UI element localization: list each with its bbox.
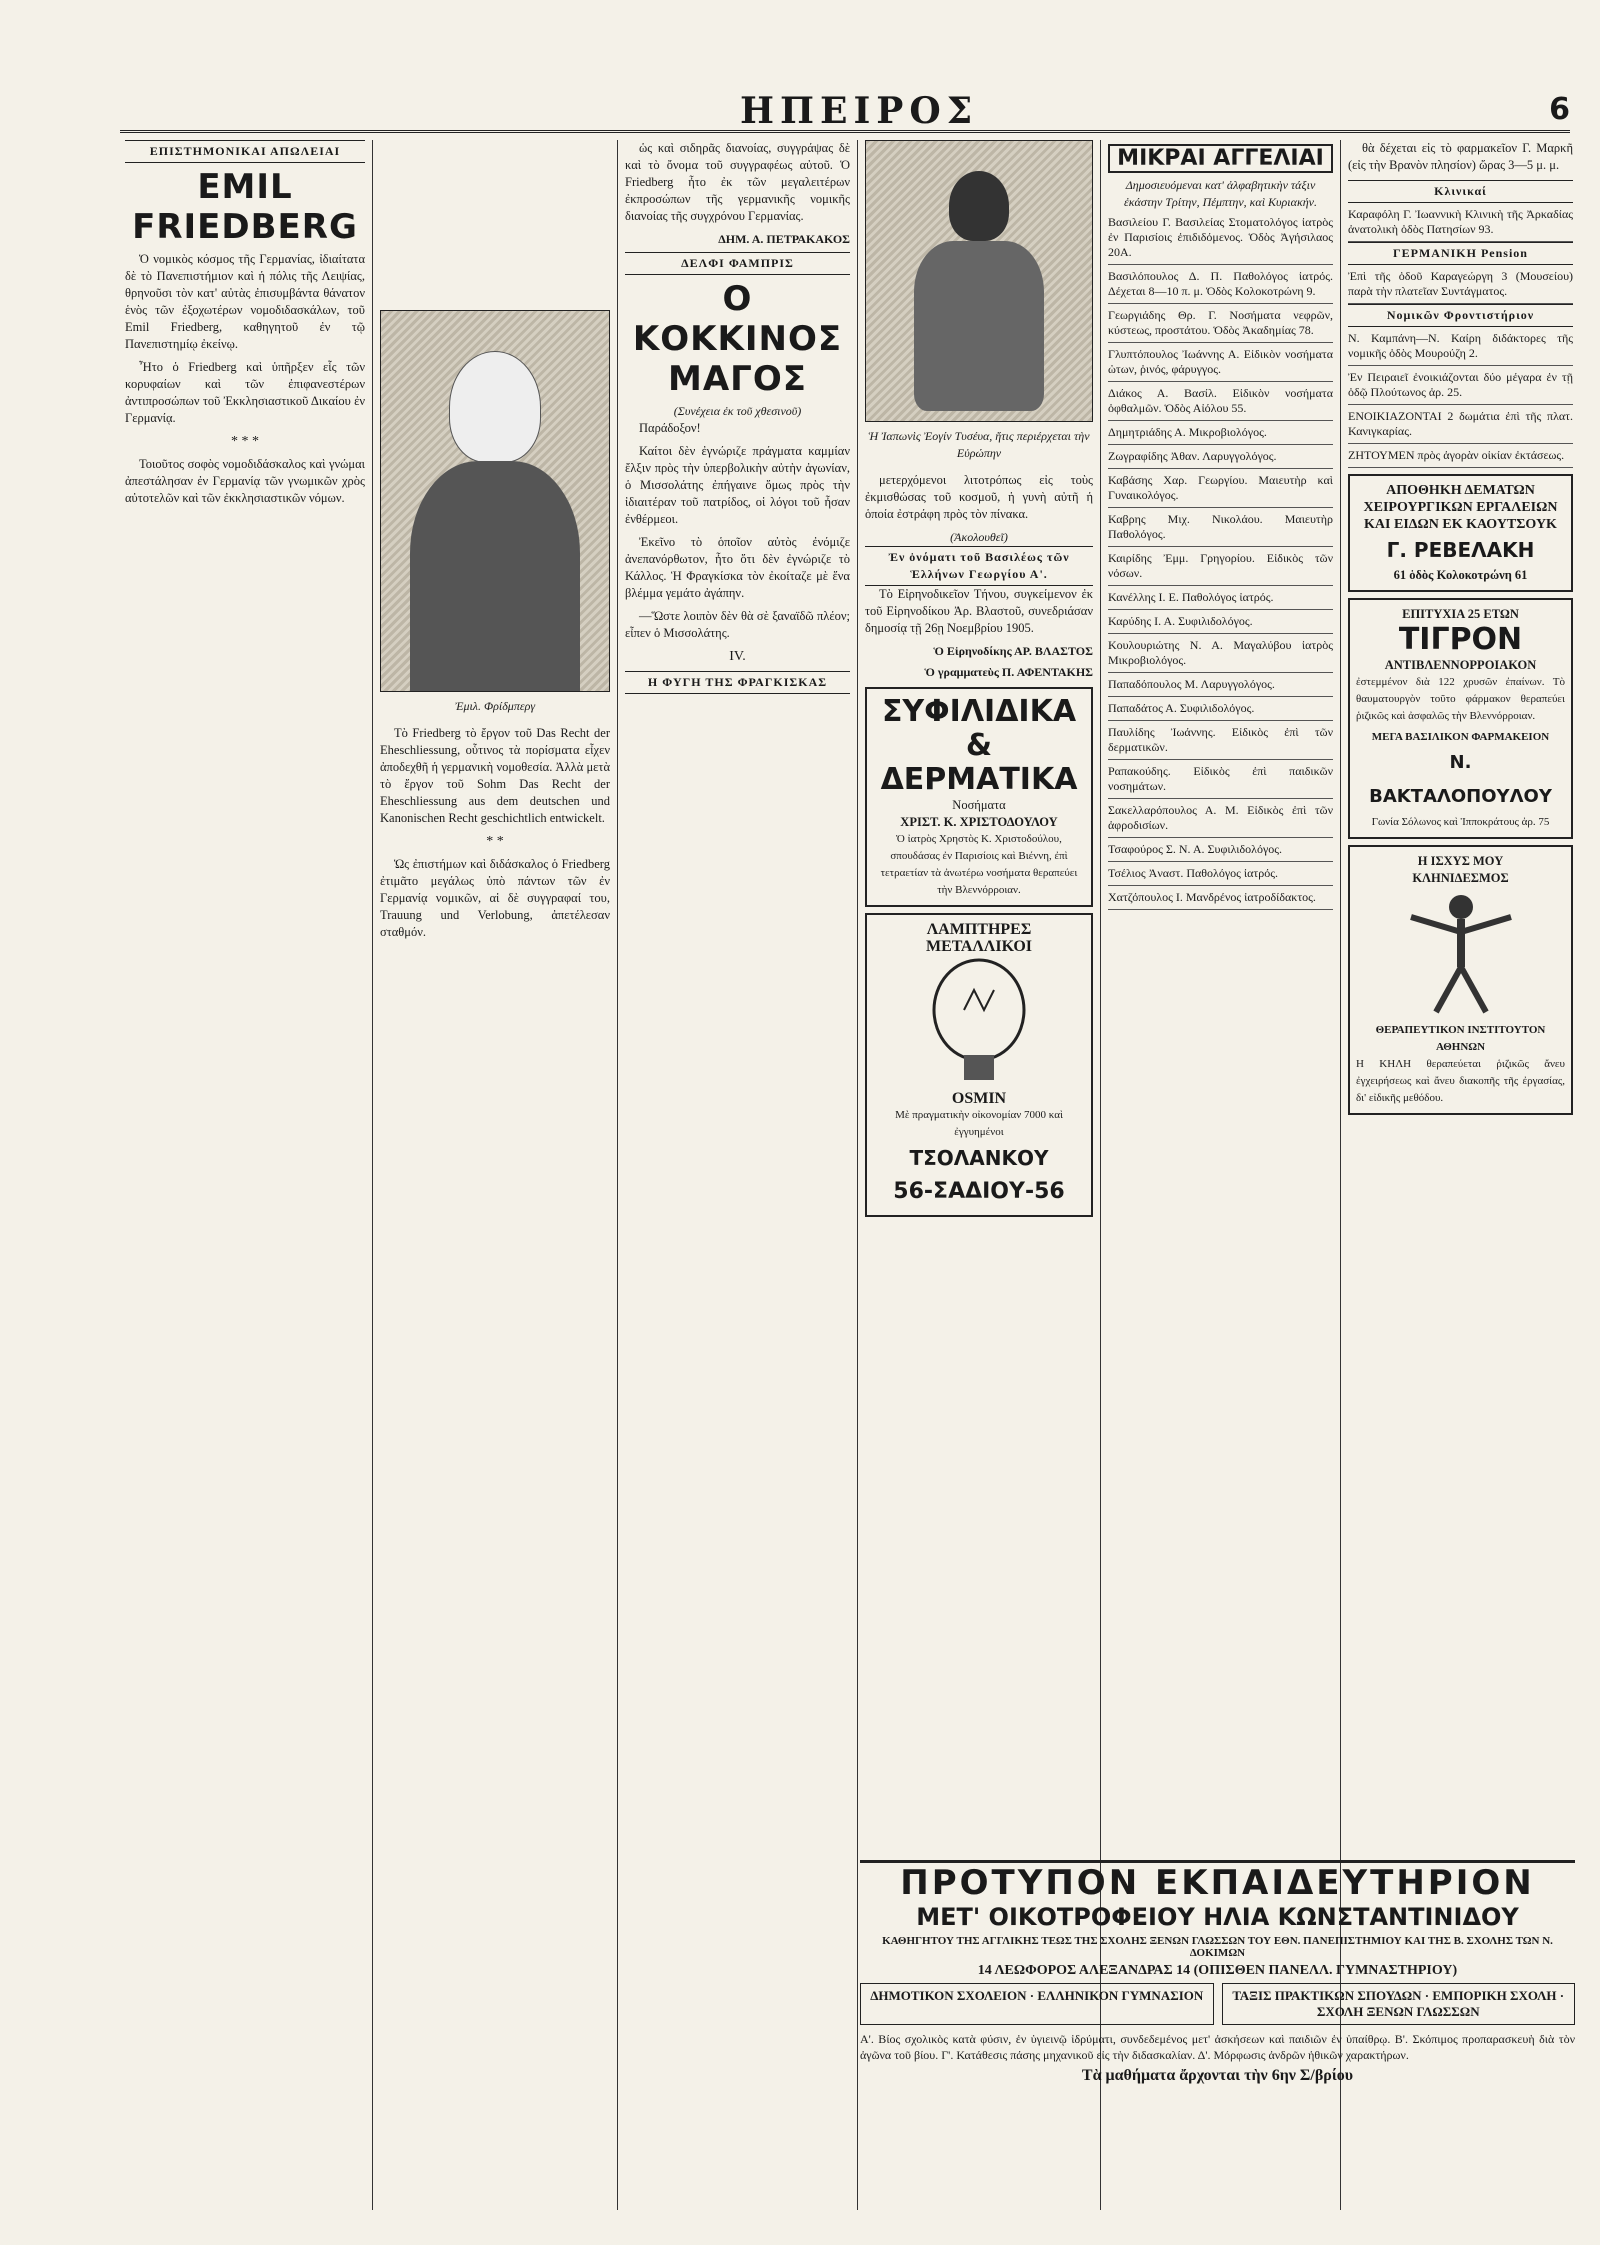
- tigron-title: ΤΙΓΡΟΝ: [1398, 622, 1523, 657]
- notice-signature: Ὁ γραμματεὺς Π. ΑΦΕΝΤΑΚΗΣ: [924, 665, 1093, 679]
- school-advertisement: [860, 1860, 1575, 2203]
- tigron-subtitle: ΑΝΤΙΒΛΕΝΝΟΡΡΟΙΑΚΟΝ: [1384, 658, 1537, 672]
- column-right-ads: [1348, 140, 1573, 1840]
- small-ad-entry: Σακελλαρόπουλος Α. Μ. Εἰδικὸς ἐπὶ τῶν ἀφροδισίων.: [1108, 799, 1333, 838]
- article-paragraph: μετερχόμενοι λιτοτρόπως εἰς τοὺς ἐκμισθώσας τοῦ κοσμοῦ, ἡ γυνὴ αὐτῆ ἡ ὁποία ἐστράφη πρὸς τὸν πίνακα.: [865, 473, 1093, 521]
- small-ad-entry: Τσαφούρος Σ. Ν. Α. Συφιλιδολόγος.: [1108, 838, 1333, 862]
- rent-ad: ΕΝΟΙΚΙΑΖΟΝΤΑΙ 2 δωμάτια ἐπὶ τῆς πλατ. Κανιγκαρίας.: [1348, 405, 1573, 444]
- small-ads-list: [1108, 211, 1333, 910]
- hernia-ad: [1348, 845, 1573, 1115]
- section-kicker: ΕΠΙΣΤΗΜΟΝΙΚΑΙ ΑΠΩΛΕΙΑΙ: [125, 140, 365, 163]
- small-ad-entry: Καβάσης Χαρ. Γεωργίου. Μαιευτὴρ καὶ Γυναικολόγος.: [1108, 469, 1333, 508]
- serial-paragraph: Καίτοι δὲν ἐγνώριζε πράγματα καμμίαν ἔλξιν πρὸς τὴν ὑπερβολικὴν αὐτὴν ἀγωνίαν, ὁ Μισσολάτης ἐπήγαινε ὅμως πρὸς τὴν ἰδιαιτέραν τοῦ πατρίδος, οἱ λόγοι τοῦ ἦσαν ἐνθέρμεοι.: [625, 444, 850, 526]
- tutoring-ad: Ν. Καμπάνη—Ν. Καίρη διδάκτορες τῆς νομικῆς ὁδὸς Μουρούζη 2.: [1348, 327, 1573, 366]
- serial-author: ΔΕΛΦΙ ΦΑΜΠΡΙΣ: [625, 252, 850, 275]
- warehouse-owner: Γ. ΡΕΒΕΛΑΚΗ: [1386, 538, 1535, 562]
- article-paragraph: Τοιοῦτος σοφὸς νομοδιδάσκαλος καὶ γνώμαι ἀπεστάλησαν ἐν Γερμανίᾳ τῶν γνωμικῶν χρὸς αὐτοτελῶν καὶ τῶν ἐκκλησιαστικῶν νόμων.: [125, 457, 365, 505]
- lamp-text: Μὲ πραγματικὴν οἰκονομίαν 7000 καὶ ἐγγυημένοι: [895, 1109, 1063, 1138]
- serial-paragraph: —Ὥστε λοιπὸν δὲν θὰ σὲ ξαναϊδῶ πλέον; εἶπεν ὁ Μισσολάτης.: [625, 609, 850, 640]
- small-ad-entry: Καρύδης Ι. Α. Συφιλιδολόγος.: [1108, 610, 1333, 634]
- small-ad-entry: Βασιλόπουλος Δ. Π. Παθολόγος ἰατρός. Δέχεται 8—10 π. μ. Ὁδὸς Κολοκοτρώνη 9.: [1108, 265, 1333, 304]
- court-notice: Τὸ Εἰρηνοδικεῖον Τήνου, συγκείμενον ἐκ τοῦ Εἰρηνοδίκου Ἀρ. Βλαστοῦ, συνεδριάσαν δημοσίᾳ τῇ 26ῃ Νοεμβρίου 1905.: [865, 587, 1093, 635]
- school-title: ΠΡΟΤΥΠΟΝ ΕΚΠΑΙΔΕΥΤΗΡΙΟΝ: [900, 1863, 1535, 1903]
- friedberg-portrait: [380, 310, 610, 692]
- section-divider: * * *: [231, 434, 259, 449]
- small-ad-entry: Παυλίδης Ἰωάννης. Εἰδικὸς ἐπὶ τῶν δερματικῶν.: [1108, 721, 1333, 760]
- small-ad-entry: Κουλουριώτης Ν. Α. Μαγαλύβου ἰατρὸς Μικροβιολόγος.: [1108, 634, 1333, 673]
- column-small-ads: [1108, 140, 1333, 1840]
- piraeus-ad: Ἐν Πειραιεῖ ἐνοικιάζονται δύο μέγαρα ἐν τῇ ὁδῷ Πλούτωνος ἀρ. 25.: [1348, 366, 1573, 405]
- pharmacy-name: ΜΕΓΑ ΒΑΣΙΛΙΚΟΝ ΦΑΡΜΑΚΕΙΟΝ: [1371, 731, 1550, 743]
- small-ad-entry: Παπαδόπουλος Μ. Λαρυγγολόγος.: [1108, 673, 1333, 697]
- small-ad-entry: Χατζόπουλος Ι. Μανδρένος ἰατροδίδακτος.: [1108, 886, 1333, 910]
- syphilis-ad: [865, 687, 1093, 907]
- small-ad-entry: Γλυπτόπουλος Ἰωάννης Α. Εἰδικὸν νοσήματα ὠτων, ῥινός, φάρυγγος.: [1108, 343, 1333, 382]
- newspaper-title: ΗΠΕΙΡΟΣ: [740, 90, 979, 132]
- school-start-date: Τὰ μαθήματα ἄρχονται τὴν 6ην Σ/βρίου: [1081, 2067, 1354, 2084]
- clinic-ad: Καραφόλη Γ. Ἰωαννικὴ Κλινικὴ τῆς Ἀρκαδίας ἀνατολικὴ ὁδὸς Πατησίων 93.: [1348, 203, 1573, 242]
- small-ad-entry: Διάκος Α. Βασίλ. Εἰδικὸν νοσήματα ὀφθαλμῶν. Ὁδὸς Αἰόλου 55.: [1108, 382, 1333, 421]
- photo-kimono: [914, 241, 1044, 411]
- pension-heading: ΓΕΡΜΑΝΙΚΗ Pension: [1348, 242, 1573, 265]
- school-address: 14 ΛΕΩΦΟΡΟΣ ΑΛΕΞΑΝΔΡΑΣ 14 (ΟΠΙΣΘΕΝ ΠΑΝΕΛΛ. ΓΥΜΝΑΣΤΗΡΙΟΥ): [977, 1963, 1458, 1978]
- lamp-title: ΛΑΜΠΤΗΡΕΣ ΜΕΤΑΛΛΙΚΟΙ: [925, 921, 1033, 955]
- small-ad-entry: Καβρης Μιχ. Νικολάου. Μαιευτὴρ Παθολόγος.: [1108, 508, 1333, 547]
- serial-paragraph: Παράδοξον!: [639, 421, 701, 435]
- tigron-ad: [1348, 598, 1573, 839]
- school-director-note: ΚΑΘΗΓΗΤΟΥ ΤΗΣ ΑΓΓΛΙΚΗΣ ΤΕΩΣ ΤΗΣ ΣΧΟΛΗΣ ΞΕΝΩΝ ΓΛΩΣΣΩΝ ΤΟΥ ΕΘΝ. ΠΑΝΕΠΙΣΤΗΜΙΟΥ ΚΑΙ ΤΗΣ Β. ΣΧΟΛΗΣ ΤΩΝ Ν. ΔΟΚΙΜΩΝ: [882, 1935, 1553, 1959]
- institute-name: ΘΕΡΑΠΕΥΤΙΚΟΝ ΙΝΣΤΙΤΟΥΤΟΝ ΑΘΗΝΩΝ: [1375, 1024, 1546, 1053]
- column-rule: [617, 140, 618, 2210]
- hernia-subheading: ΚΛΗΝΙΔΕΣΜΟΣ: [1412, 871, 1509, 885]
- ad-text: Ὁ ἰατρὸς Χρηστὸς Κ. Χριστοδούλου, σπουδάσας ἐν Παρισίοις καὶ Βιέννη, ἐπὶ τετραετίαν τὰ ἀνωτέρω νοσήματα θεραπεύει τὴν Βλεννόρροιαν.: [880, 833, 1078, 896]
- athlete-illustration-icon: [1371, 887, 1551, 1017]
- photo-head: [949, 171, 1009, 241]
- hernia-text: Η ΚΗΛΗ θεραπεύεται ῥιζικῶς ἄνευ ἐγχειρήσεως καὶ ἄνευ διακοπῆς τῆς ἐργασίας, δι' εἰδικῆς μεθόδου.: [1356, 1058, 1565, 1104]
- court-notice-title: Ἐν ὀνόματι τοῦ Βασιλέως τῶν Ἑλλήνων Γεωργίου Α'.: [865, 546, 1093, 586]
- lamp-brand: OSMIN: [951, 1090, 1007, 1107]
- continued-note: (Ἀκολουθεῖ): [950, 530, 1008, 544]
- ad-doctor: ΧΡΙΣΤ. Κ. ΧΡΙΣΤΟΔΟΥΛΟΥ: [900, 815, 1058, 829]
- small-ad-entry: Καιρίδης Ἐμμ. Γρηγορίου. Εἰδικὸς τῶν νόσων.: [1108, 547, 1333, 586]
- tutoring-heading: Νομικῶν Φροντιστήριον: [1348, 304, 1573, 327]
- small-ads-heading: ΜΙΚΡΑΙ ΑΓΓΕΛΙΑΙ: [1108, 144, 1333, 173]
- serial-continuation: (Συνέχεια ἐκ τοῦ χθεσινοῦ): [673, 404, 802, 418]
- lightbulb-icon: [919, 955, 1039, 1085]
- masthead: [120, 90, 1570, 133]
- pharmacy-address: Γωνία Σόλωνος καὶ Ἱπποκράτους ἀρ. 75: [1371, 816, 1550, 828]
- tigron-text: ἐστεμμένον διὰ 122 χρυσῶν ἐπαίνων. Τὸ θαυματουργὸν τοῦτο φάρμακον θεραπεύει ῥιζικῶς καὶ ἀσφαλῶς τὴν Βλεννόρροιαν.: [1356, 676, 1565, 722]
- portrait-head: [449, 351, 541, 463]
- school-subtitle: ΜΕΤ' ΟΙΚΟΤΡΟΦΕΙΟΥ ΗΛΙΑ ΚΩΝΣΤΑΝΤΙΝΙΔΟΥ: [916, 1903, 1519, 1931]
- ad-title: ΣΥΦΙΛΙΔΙΚΑ & ΔΕΡΜΑΤΙΚΑ: [880, 694, 1078, 797]
- school-sections: [860, 1983, 1575, 2025]
- ad-text: θὰ δέχεται εἰς τὸ φαρμακεῖον Γ. Μαρκῆ (εἰς τὴν Βρανὸν πλησίον) ὥρας 3—5 μ. μ.: [1348, 141, 1573, 172]
- small-ad-entry: Γεωργιάδης Θρ. Γ. Νοσήματα νεφρῶν, κύστεως, προστάτου. Ὁδὸς Ἀκαδημίας 78.: [1108, 304, 1333, 343]
- hernia-heading: Η ΙΣΧΥΣ ΜΟΥ: [1417, 854, 1504, 868]
- warehouse-address: 61 ὁδὸς Κολοκοτρώνη 61: [1393, 568, 1528, 582]
- article-headline: EMIL FRIEDBERG: [132, 167, 358, 247]
- school-description: Α'. Βίος σχολικὸς κατὰ φύσιν, ἐν ὑγιεινῷ ἱδρύματι, συνδεδεμένος μετ' ἀσκήσεων καὶ παιδιῶν ἐν ὑπαίθρῳ. Β'. Σκόπιμος προπαρασκευὴ διὰ τὸν ἀγῶνα τοῦ βίου. Γ'. Κατάθεσις πάσης μηχανικοῦ εἰς τὴν διδασκαλίαν. Δ'. Μόρφωσις ἀνδρῶν ἠθικῶν χαρακτήρων.: [860, 2032, 1575, 2062]
- small-ad-entry: Τσέλιος Ἀναστ. Παθολόγος ἰατρός.: [1108, 862, 1333, 886]
- chapter-title: Η ΦΥΓΗ ΤΗΣ ΦΡΑΓΚΙΣΚΑΣ: [625, 671, 850, 694]
- primary-school-box: ΔΗΜΟΤΙΚΟΝ ΣΧΟΛΕΙΟΝ · ΕΛΛΗΝΙΚΟΝ ΓΥΜΝΑΣΙΟΝ: [860, 1983, 1214, 2025]
- pension-ad: Ἐπὶ τῆς ὁδοῦ Καραγεώργη 3 (Μουσείου) παρὰ τὴν πλατεῖαν Συντάγματος.: [1348, 265, 1573, 304]
- notice-signature: Ὁ Εἰρηνοδίκης ΑΡ. ΒΛΑΣΤΟΣ: [933, 644, 1093, 658]
- warehouse-ad: [1348, 474, 1573, 592]
- small-ad-entry: Δημητριάδης Α. Μικροβιολόγος.: [1108, 421, 1333, 445]
- portrait-caption: Ἐμιλ. Φρίδμπεργ: [454, 699, 536, 713]
- small-ad-entry: Κανέλλης Ι. Ε. Παθολόγος ἰατρός.: [1108, 586, 1333, 610]
- small-ad-entry: Ζωγραφίδης Ἀθαν. Λαρυγγολόγος.: [1108, 445, 1333, 469]
- small-ads-subheading: Δημοσιευόμεναι κατ' ἀλφαβητικὴν τάξιν ἐκάστην Τρίτην, Πέμπτην, καὶ Κυριακήν.: [1124, 178, 1317, 209]
- photo-caption: Ἡ Ἰαπωνὶς Ἐογίν Τυσέυα, ἥτις περιέρχεται τὴν Εὐρώπην: [868, 429, 1090, 460]
- small-ad-entry: Βασιλείου Γ. Βασιλείας Στοματολόγος ἰατρὸς ἐν Παρισίοις ἐπιδιδόμενος. Ὁδὸς Ἀγήσιλαος 20Α.: [1108, 211, 1333, 265]
- section-number: IV.: [729, 649, 746, 664]
- column-rule: [857, 140, 858, 2210]
- column-friedberg-continued: [380, 140, 610, 2210]
- wanted-ad: ΖΗΤΟΥΜΕΝ πρὸς ἀγορὰν οἰκίαν ἐκτάσεως.: [1348, 444, 1573, 468]
- lamp-address: 56-ΣΑΔΙΟΥ-56: [893, 1179, 1065, 1204]
- serial-paragraph: Ἐκεῖνο τὸ ὁποῖον αὐτὸς ἐνόμιζε ἀνεπανόρθωτον, ἦτο ὅτι δὲν ἐγνώριζε τὸ Κάλλος. Ἡ Φραγκίσκα τὸν ἐκοίταζε μὲ ἕνα βλέμμα γεμάτο ἀγάπην.: [625, 535, 850, 600]
- section-divider: * *: [486, 834, 504, 849]
- article-paragraph: Τὸ Friedberg τὸ ἔργον τοῦ Das Recht der Eheschliessung, οὗτινος τὰ πορίσματα εἶχεν ἀποδεχθῆ ἡ γερμανικὴ νομοθεσία. Ἀλλὰ μετὰ τὸ ἔργον τοῦ Sohm Das Recht der Eheschliessung aus dem deutschen und Kanonischen Recht geschichtlich entwickelt.: [380, 726, 610, 825]
- ad-subtitle: Νοσήματα: [952, 798, 1006, 812]
- small-ad-entry: Παπαδάτος Α. Συφιλιδολόγος.: [1108, 697, 1333, 721]
- portrait-body: [410, 461, 580, 691]
- japanese-woman-photo: [865, 140, 1093, 422]
- article-byline: ΔΗΜ. Α. ΠΕΤΡΑΚΑΚΟΣ: [718, 232, 850, 246]
- warehouse-title: ΑΠΟΘΗΚΗ ΔΕΜΑΤΩΝ ΧΕΙΡΟΥΡΓΙΚΩΝ ΕΡΓΑΛΕΙΩΝ ΚΑΙ ΕΙΔΩΝ ΕΚ ΚΑΟΥΤΣΟΥΚ: [1363, 483, 1558, 532]
- lamp-ad: [865, 913, 1093, 1217]
- column-rule: [372, 140, 373, 2210]
- article-paragraph: ὡς καὶ σιδηρᾶς διανοίας, συγγράψας δὲ καὶ τὸ ὄνομα τοῦ συγγραφέως αὐτοῦ. Ὁ Friedberg ἦτο ἐκ τῶν μεγαλειτέρων ἐκπροσώπων τῆς γερμανικῆς νομικῆς διανοίας τῆς συγχρόνου Γερμανίας.: [625, 141, 850, 223]
- serial-headline: Ο ΚΟΚΚΙΝΟΣ ΜΑΓΟΣ: [632, 279, 843, 399]
- page-number: 6: [1549, 92, 1570, 127]
- column-red-magician: [625, 140, 850, 2210]
- article-paragraph: Ὁ νομικὸς κόσμος τῆς Γερμανίας, ἰδιαίτατα δὲ τὸ Πανεπιστήμιον καὶ ἡ πόλις τῆς Λειψίας, θρηνοῦσι τὸν κατ' αὐτὰς ἐπισυμβάντα θάνατον ἑνὸς τῶν ἐξοχωτέρων νομοδιδασκάλων, τοῦ Emil Friedberg, καθηγητοῦ ἐν τῷ Πανεπιστημίῳ ἐκείνῳ.: [125, 252, 365, 351]
- column-friedberg-article: [125, 140, 365, 2210]
- clinics-heading: Κλινικαί: [1348, 180, 1573, 203]
- pharmacy-owner: Ν. ΒΑΚΤΑΛΟΠΟΥΛΟΥ: [1369, 752, 1552, 807]
- practical-studies-box: ΤΑΞΙΣ ΠΡΑΚΤΙΚΩΝ ΣΠΟΥΔΩΝ · ΕΜΠΟΡΙΚΗ ΣΧΟΛΗ · ΣΧΟΛΗ ΞΕΝΩΝ ΓΛΩΣΣΩΝ: [1222, 1983, 1576, 2025]
- article-paragraph: Ἦτο ὁ Friedberg καὶ ὑπῆρξεν εἷς τῶν κορυφαίων καὶ τῶν ἐπιφανεστέρων ἀντιπροσώπων τοῦ Ἐκκλησιαστικοῦ Δικαίου ἐν Γερμανίᾳ.: [125, 360, 365, 425]
- tigron-heading: ΕΠΙΤΥΧΙΑ 25 ΕΤΩΝ: [1402, 607, 1519, 621]
- lamp-shop: ΤΣΟΛΑΝΚΟΥ: [909, 1146, 1049, 1170]
- article-paragraph: Ὡς ἐπιστήμων καὶ διδάσκαλος ὁ Friedberg ἐτιμᾶτο μεγάλως ὑπὸ πάντων τῶν ἐν Γερμανίᾳ νομικῶν, αἱ δὲ συγγραφαί του, Trauung und Verlobung, ἀπετέλεσαν σταθμόν.: [380, 857, 610, 939]
- small-ad-entry: Ραπακούδης. Εἰδικὸς ἐπὶ παιδικῶν νοσημάτων.: [1108, 760, 1333, 799]
